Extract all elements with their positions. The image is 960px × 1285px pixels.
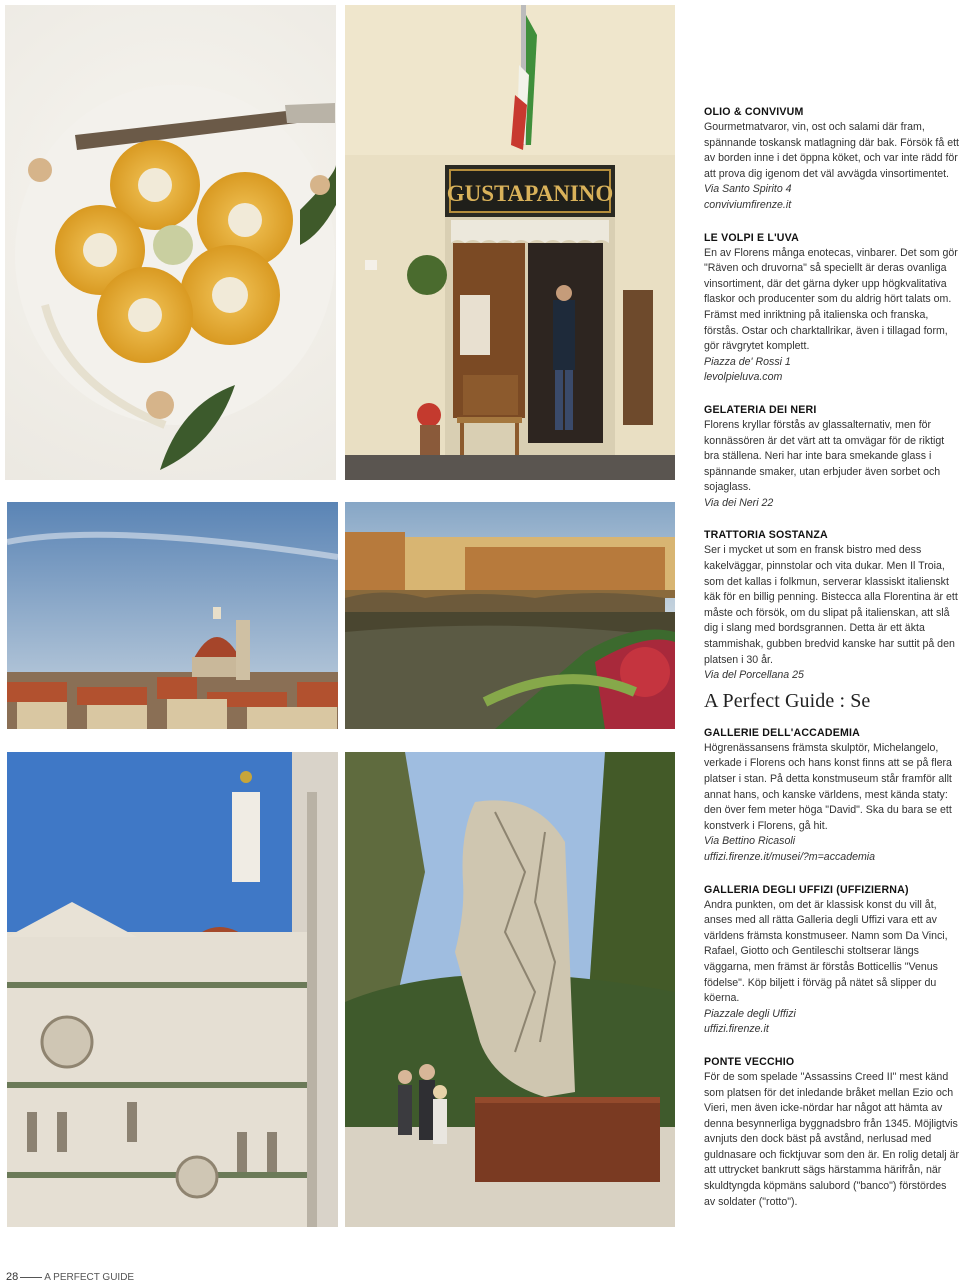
article-column [704, 106, 960, 1228]
entry-body: En av Florens många enotecas, vinbarer. Det som gör "Räven och druvorna" så speciellt är deras ovanliga vinsortiment, där det gärna dyker upp högkvalitativa flaskor och producenter som du aldrig hört talats om. Främst med inriktning på italienska och franska, förstås. Ostar och charktallrikar, även i tillagad form, gör rävgrytet komplett. [704, 246, 958, 353]
shop-sign-text: GUSTAPANINO [446, 181, 614, 206]
ravioli-plate-photo [5, 5, 336, 480]
entry-le-volpi [704, 232, 960, 386]
head-sculpture-photo [345, 752, 675, 1227]
entry-url[interactable]: levolpieluva.com [704, 371, 783, 384]
entry-olio-convivum [704, 106, 960, 214]
entry-title: GALLERIE DELL'ACCADEMIA [704, 726, 861, 739]
entry-title: LE VOLPI E L'UVA [704, 231, 799, 244]
entry-address: Via dei Neri 22 [704, 496, 774, 509]
florence-skyline-photo [7, 502, 338, 729]
entry-body: Ser i mycket ut som en fransk bistro med dess kakelväggar, pinnstolar och vita dukar. Men Il Troia, som det kallas i folkmun, serverar klassiskt italienskt käk för en billig penning. Bistecca alla Florentina är ett måste och försök, om du slipat på italienskan, att slå dig i slang med bordsgrannen. Detta är ett äkta stammishak, gubben bredvid kanske har suttit på den platsen i 30 år. [704, 544, 958, 666]
entry-address: Via del Porcellana 25 [704, 669, 804, 682]
entry-address: Via Santo Spirito 4 [704, 183, 792, 196]
entry-title: PONTE VECCHIO [704, 1055, 795, 1068]
magazine-name: A PERFECT GUIDE [44, 1272, 135, 1283]
gustapanino-shop-photo [345, 5, 675, 480]
entry-url[interactable]: uffizi.firenze.it [704, 1023, 769, 1036]
entry-body: Florens kryllar förstås av glassalternativ, men för konnässören är det värt att ta omvägar för de riktigt bra ställena. Neri har inte bara smekande glass i spännande smaker, utan erbjuder även sorbet och sojaglass. [704, 418, 945, 494]
entry-body: Högrenässansens främsta skulptör, Michelangelo, verkade i Florens och hans konst finns att se på flera platser i stan. På detta konstmuseum står framför allt annat hans, och kanske världens, mest kända staty: den över fem meter höga "David". Ska du bara se ett konstverk i Florens, gå hit. [704, 741, 952, 832]
entry-ponte-vecchio [704, 1056, 960, 1210]
footer-rule [20, 1277, 42, 1278]
entry-title: TRATTORIA SOSTANZA [704, 529, 828, 542]
entry-gelateria [704, 404, 960, 512]
entry-address: Piazza de' Rossi 1 [704, 355, 791, 368]
entry-title: GALLERIA DEGLI UFFIZI (UFFIZIERNA) [704, 883, 909, 896]
entry-address: Via Bettino Ricasoli [704, 835, 796, 848]
section-heading: A Perfect Guide : Se [704, 689, 871, 712]
entry-address: Piazzale degli Uffizi [704, 1007, 796, 1020]
entry-body: Gourmetmatvaror, vin, ost och salami där fram, spännande toskansk matlagning där bak. Försök få ett av borden inne i det öppna köket, och var inte rädd för att prova dig igenom det väl avvägda vinsortimentet. [704, 121, 959, 180]
entry-trattoria [704, 529, 960, 683]
entry-uffizi [704, 884, 960, 1038]
page-footer [6, 1271, 134, 1283]
entry-title: GELATERIA DEI NERI [704, 403, 817, 416]
entry-accademia [704, 727, 960, 866]
entry-body: Andra punkten, om det är klassisk konst du vill åt, anses med all rätta Galleria degli Uffizi vara ett av världens främsta konstmuseer. Namn som Da Vinci, Rafael, Giotto och Gentileschi stoltserar längs väggarna, men främst är förstås Botticellis "Venus födelse". Köp biljett i förväg på nätet så slipper du köerna. [704, 898, 948, 1005]
entry-title: OLIO & CONVIVUM [704, 106, 804, 118]
page-number: 28 [6, 1271, 19, 1283]
entry-url[interactable]: conviviumfirenze.it [704, 198, 792, 211]
entry-url[interactable]: uffizi.firenze.it/musei/?m=accademia [704, 850, 876, 863]
duomo-photo [7, 752, 338, 1227]
ponte-vecchio-photo [345, 502, 675, 729]
entry-body: För de som spelade "Assassins Creed II" mest känd som platsen för det inledande bråket mellan Ezio och Vieri, men även icke-nördar har något att hämta av denna besynnerliga byggnadsbro från 1345. Möjligtvis avnjuts den dock bäst på avstånd, nerlusad med guldnasare och ficktjuvar som den är. En rolig detalj är att uttrycket bankrutt sägs härstamma härifrån, när skuldtyngda köpmäns salubord ("banco") förstördes av soldater ("rotto"). [704, 1070, 959, 1208]
